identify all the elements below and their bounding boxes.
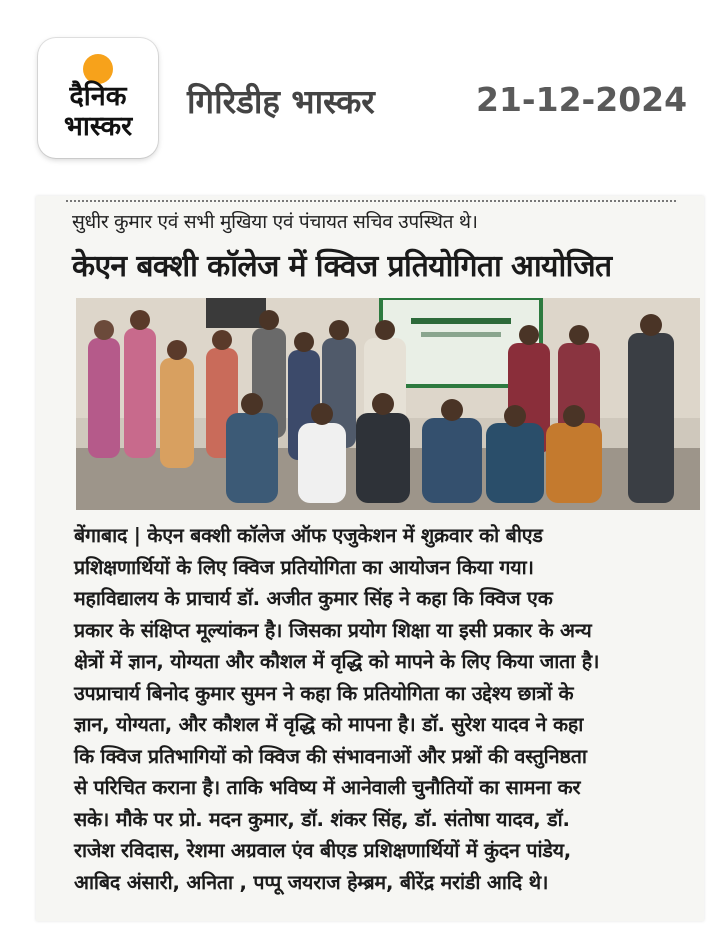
sun-logo-icon [83,54,113,84]
article-line: से परिचित कराना है। ताकि भविष्य में आनेवाली चुनौतियों का सामना कर [74,776,581,799]
article-line: महाविद्यालय के प्राचार्य डॉ. अजीत कुमार सिंह ने कहा कि क्विज एक [74,587,553,610]
logo-text-line2: भास्कर [63,111,133,142]
previous-story-tail: सुधीर कुमार एवं सभी मुखिया एवं पंचायत सचिव उपस्थित थे। [72,211,478,233]
article-headline: केएन बक्शी कॉलेज में क्विज प्रतियोगिता आयोजित [72,249,612,284]
article-body [74,520,702,898]
dainik-bhaskar-logo[interactable] [38,38,158,158]
article-line: क्षेत्रों में ज्ञान, योग्यता और कौशल में वृद्धि को मापने के लिए किया जाता है। [74,650,600,673]
article-line: प्रकार के संक्षिप्त मूल्यांकन है। जिसका प्रयोग शिक्षा या इसी प्रकार के अन्य [74,618,592,642]
news-clipping [36,196,704,921]
article-line: उपप्राचार्य बिनोद कुमार सुमन ने कहा कि प्रतियोगिता का उद्देश्य छात्रों के [74,681,574,705]
app-header [0,0,714,190]
article-line: ज्ञान, योग्यता, और कौशल में वृद्धि को मापना है। डॉ. सुरेश यादव ने कहा [74,713,584,736]
edition-title: गिरिडीह भास्कर [187,82,375,121]
clipping-cut-edge [66,200,676,208]
article-line: प्रशिक्षणार्थियों के लिए क्विज प्रतियोगिता का आयोजन किया गया। [74,555,534,579]
article-first-line [74,520,702,552]
article-line: कि क्विज प्रतिभागियों को क्विज की संभावनाओं और प्रश्नों की वस्तुनिष्ठता [74,744,587,768]
group-photo-illustration [76,298,700,510]
group-photo [76,298,700,510]
edition-date: 21-12-2024 [476,80,688,119]
article-line: केएन बक्शी कॉलेज ऑफ एजुकेशन में शुक्रवार को बीएड [147,524,543,547]
article-dateline: बेंगाबाद | [74,524,141,547]
article-line: आबिद अंसारी, अनिता , पप्पू जयराज हेम्ब्रम, बीरेंद्र मरांडी आदि थे। [74,870,549,894]
article-line: राजेश रविदास, रेशमा अग्रवाल एंव बीएड प्रशिक्षणार्थियों में कुंदन पांडेय, [74,839,572,862]
logo-text-line1: दैनिक [69,81,127,112]
article-line: सके। मौके पर प्रो. मदन कुमार, डॉ. शंकर सिंह, डॉ. संतोषा यादव, डॉ. [74,807,570,831]
